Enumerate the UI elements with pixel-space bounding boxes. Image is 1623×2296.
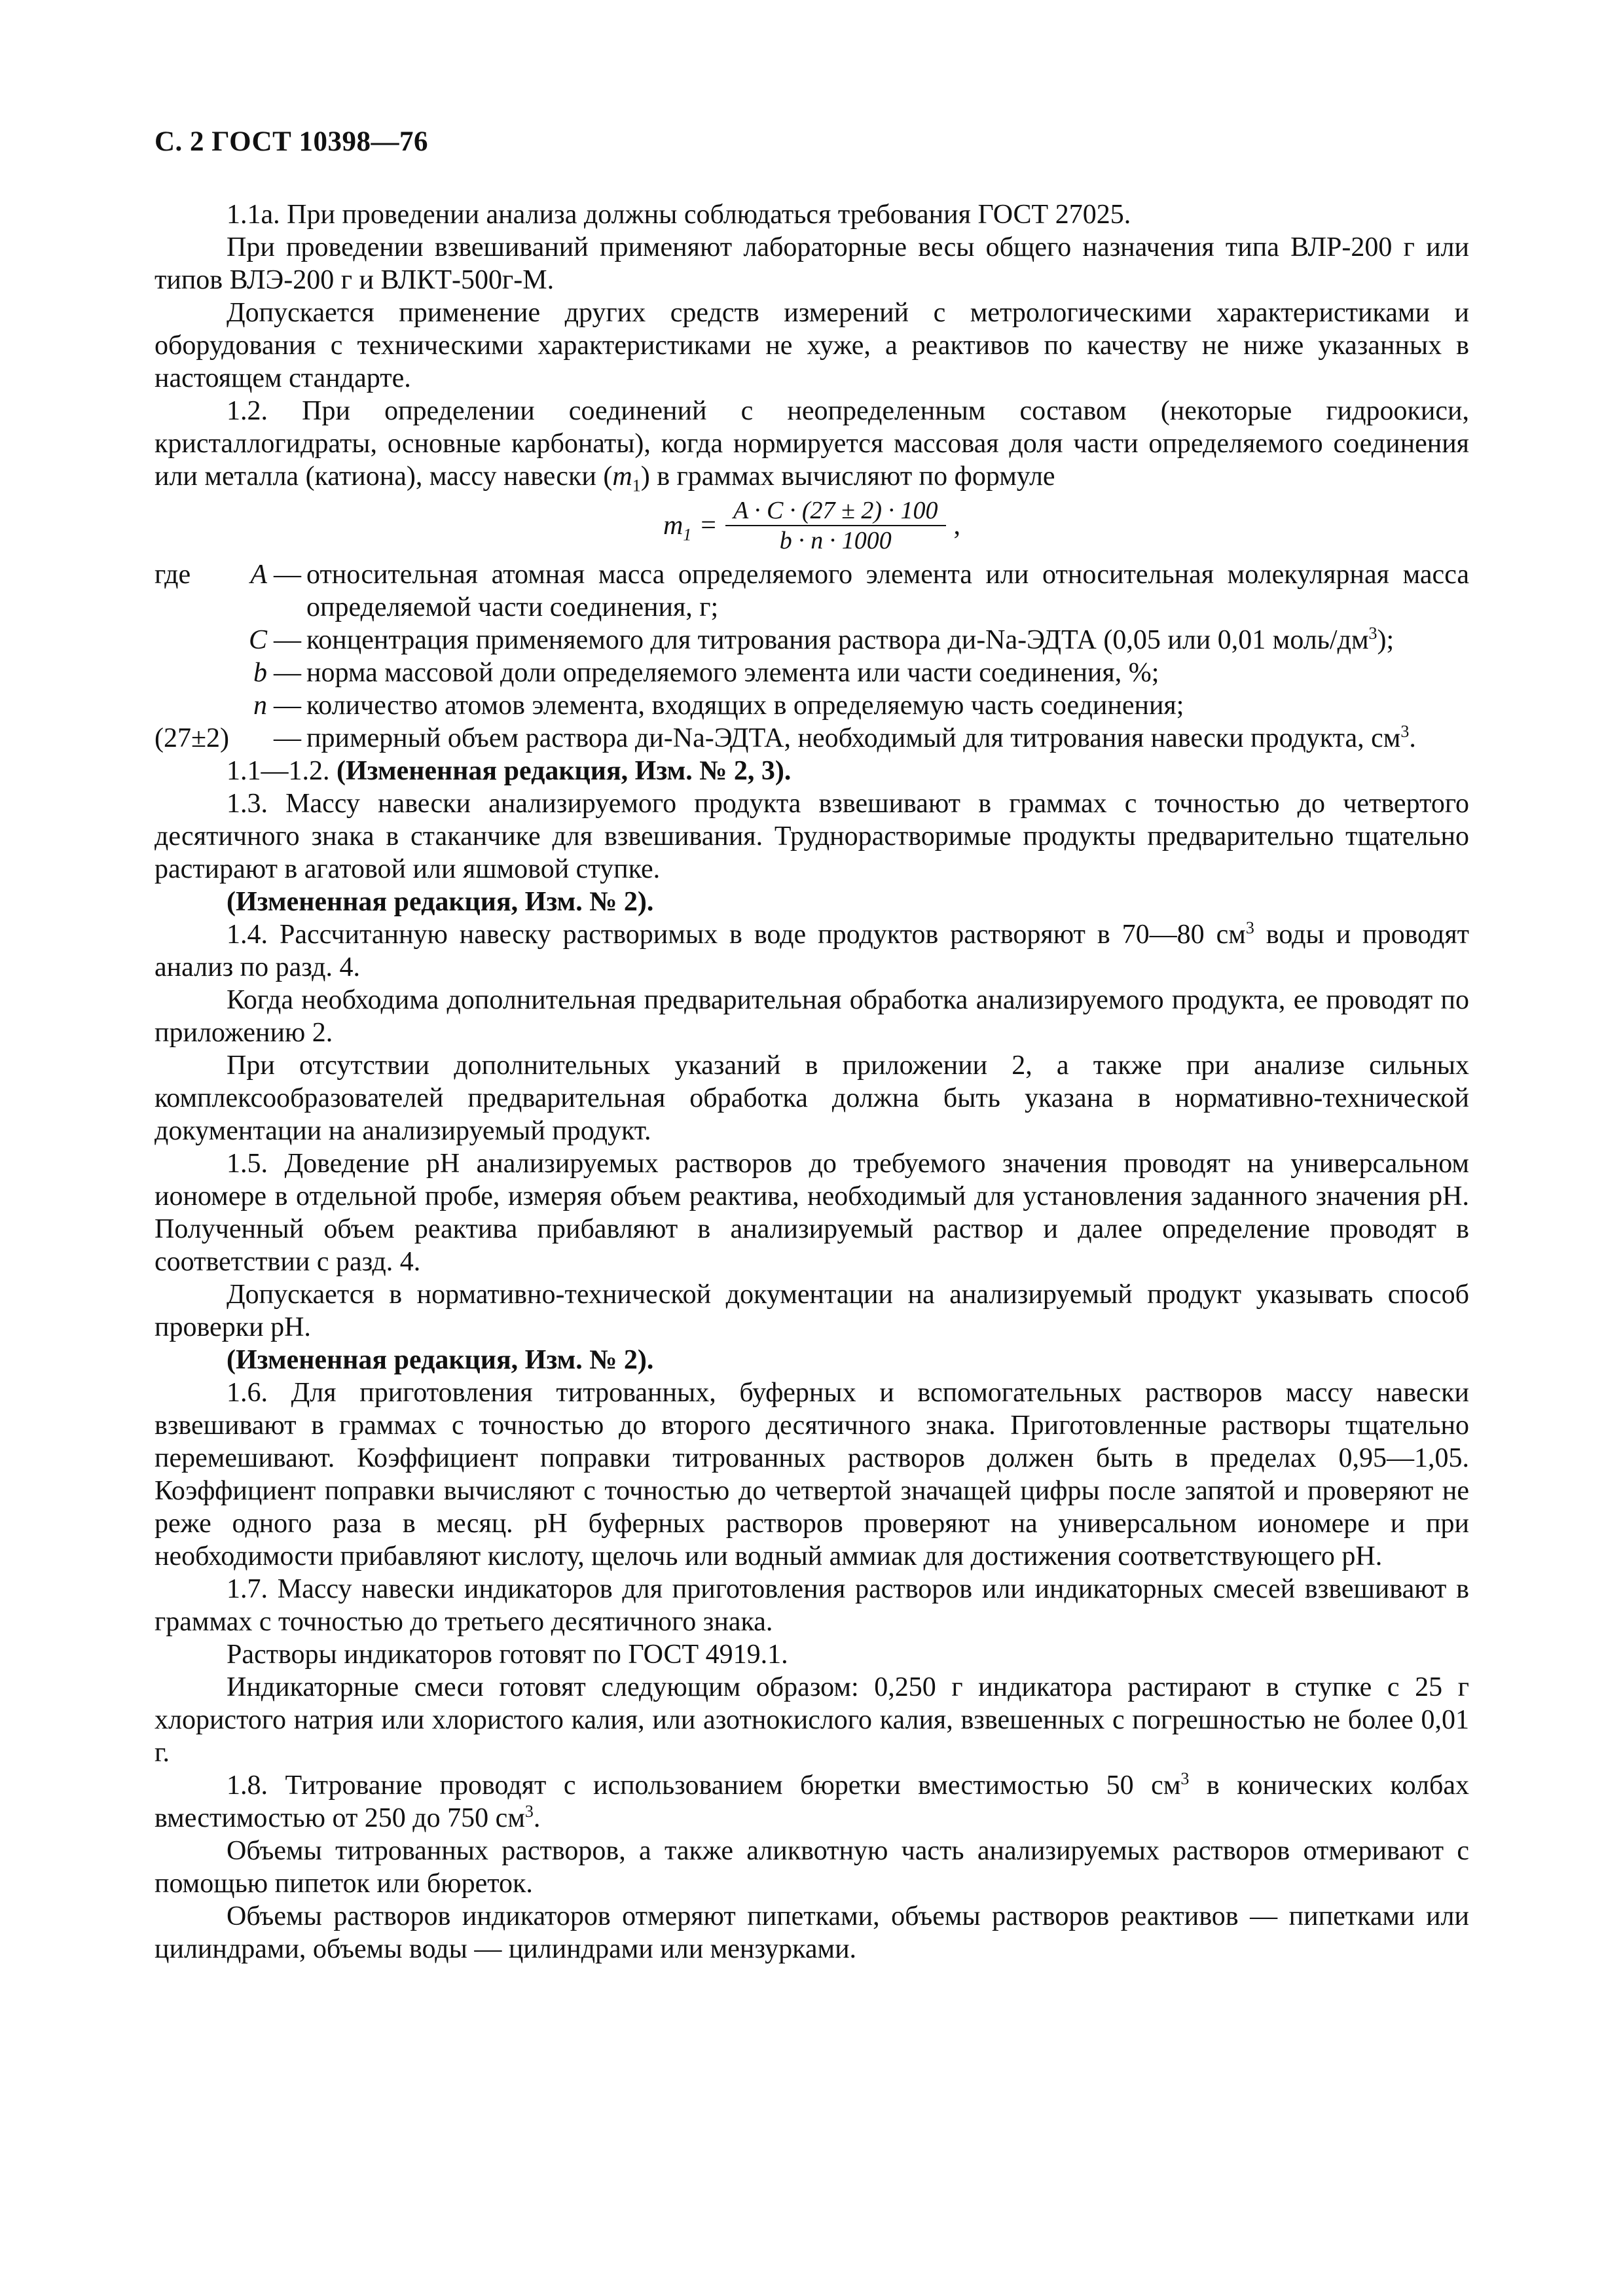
formula-denominator: b · n · 1000 — [779, 527, 892, 554]
paragraph-1-7: 1.7. Массу навески индикаторов для приготовления растворов или индикаторных смесей взвешивают в граммах с точностью до третьего десятичного знака. — [155, 1574, 1469, 1637]
definition-dash: — — [274, 658, 301, 688]
definition-symbol: C — [248, 625, 267, 655]
paragraph-text-part: 1.8. Титрование проводят с использованием бюретки вместимостью 50 см — [227, 1770, 1181, 1801]
definition-text — [306, 722, 1469, 755]
definition-symbol: n — [253, 691, 267, 721]
paragraph-1-6: 1.6. Для приготовления титрованных, буферных и вспомогательных растворов массу навески взвешивают в граммах с точностью до второго десятичного знака. Приготовленные растворы тщательно перемешивают. Коэффициент поправки титрованных растворов должен быть в пределах 0,95—1,05. Коэффициент поправки вычисляют с точностью до четвертой значащей цифры после запятой и проверяют не реже одного раза в месяц. pH буферных растворов проверяют на универсальном иономере и при необходимости прибавляют кислоту, щелочь или водный аммиак для достижения соответствующего pH. — [155, 1378, 1469, 1571]
formula-numerator: A · C · (27 ± 2) · 100 — [725, 496, 946, 526]
superscript: 3 — [1400, 722, 1410, 741]
document-body — [155, 198, 1469, 1965]
amendment-note-1 — [155, 755, 1469, 787]
definition-symbol: A — [250, 560, 267, 590]
formula-fraction — [725, 496, 946, 555]
formula-lhs — [663, 509, 692, 545]
definition-symbol: (27±2) — [155, 723, 230, 753]
page-header: С. 2 ГОСТ 10398—76 — [155, 126, 429, 157]
paragraph-indicators: Растворы индикаторов готовят по ГОСТ 4919.1. — [227, 1640, 788, 1670]
definitions-list — [155, 558, 1469, 755]
superscript: 3 — [1368, 624, 1377, 643]
paragraph-allowed: Допускается применение других средств измерений с метрологическими характеристиками и оборудования с техническими характеристиками не хуже, а реактивов по качеству не ниже указанных в настоящем стандарте. — [155, 298, 1469, 393]
formula-lhs-var: m — [663, 511, 684, 541]
superscript: 3 — [1245, 918, 1254, 937]
paragraph-1-8 — [155, 1769, 1469, 1835]
definition-text-part: концентрация применяемого для титрования раствора ди-Na-ЭДТА (0,05 или 0,01 моль/дм — [306, 625, 1369, 655]
paragraph-1-1a: 1.1а. При проведении анализа должны соблюдаться требования ГОСТ 27025. — [227, 200, 1131, 230]
definition-c — [155, 624, 1469, 656]
definition-dash: — — [274, 691, 301, 721]
paragraph-1-3: 1.3. Массу навески анализируемого продукта взвешивают в граммах с точностью до четвертого десятичного знака в стаканчике для взвешивания. Труднорастворимые продукты предварительно тщательно растирают в агатовой или яшмовой ступке. — [155, 789, 1469, 884]
amendment-note-2: (Измененная редакция, Изм. № 2). — [227, 887, 654, 917]
formula-equals: = — [701, 511, 716, 541]
mass-variable: m — [612, 461, 632, 492]
formula-lhs-sub: 1 — [683, 525, 692, 545]
paragraph-text-part: воды и проводят анализ по разд. 4. — [155, 920, 1469, 982]
paragraph-absence: При отсутствии дополнительных указаний в приложении 2, а также при анализе сильных комплексообразователей предварительная обработка должна быть указана в нормативно-технической документации на анализируемый продукт. — [155, 1050, 1469, 1146]
definition-text-part: ); — [1377, 625, 1395, 655]
amendment-prefix: 1.1—1.2. — [227, 756, 337, 786]
formula-comma: , — [953, 511, 961, 541]
definition-b — [155, 656, 1469, 689]
paragraph-1-2 — [155, 395, 1469, 493]
definition-text: количество атомов элемента, входящих в определяемую часть соединения; — [306, 691, 1184, 721]
paragraph-1-5: 1.5. Доведение pH анализируемых растворов до требуемого значения проводят на универсальном иономере в отдельной пробе, измеряя объем реактива, необходимый для установления заданного значения pH. Полученный объем реактива прибавляют в анализируемый раствор и далее определение проводят в соответствии с разд. 4. — [155, 1149, 1469, 1277]
paragraph-volumes: Объемы титрованных растворов, а также аликвотную часть анализируемых растворов отмеривают с помощью пипеток или бюреток. — [155, 1836, 1469, 1899]
definition-text — [306, 624, 1469, 656]
definition-dash: — — [274, 625, 301, 655]
definition-dash: — — [274, 560, 301, 590]
paragraph-allowed-ph: Допускается в нормативно-технической документации на анализируемый продукт указывать способ проверки pH. — [155, 1280, 1469, 1342]
superscript: 3 — [524, 1802, 534, 1821]
definition-text: относительная атомная масса определяемого элемента или относительная молекулярная масса определяемой части соединения, г; — [306, 560, 1469, 622]
paragraph-weighing: При проведении взвешиваний применяют лабораторные весы общего назначения типа ВЛР-200 г или типов ВЛЭ-200 г и ВЛКТ-500г-М. — [155, 232, 1469, 295]
definition-text-part: примерный объем раствора ди-Na-ЭДТА, необходимый для титрования навески продукта, см — [306, 723, 1401, 753]
definition-text-part: . — [1409, 723, 1416, 753]
mass-subscript: 1 — [632, 476, 641, 495]
paragraph-when: Когда необходима дополнительная предварительная обработка анализируемого продукта, ее проводят по приложению 2. — [155, 985, 1469, 1048]
paragraph-text-part: . — [533, 1803, 541, 1833]
definition-dash: — — [274, 723, 301, 753]
definition-text: норма массовой доли определяемого элемента или части соединения, %; — [306, 658, 1159, 688]
paragraph-1-2-before: 1.2. При определении соединений с неопределенным составом (некоторые гидроокиси, кристаллогидраты, основные карбонаты), когда нормируется массовая доля части определяемого соединения или металла (катиона), массу навески ( — [155, 396, 1469, 492]
amendment-note-3: (Измененная редакция, Изм. № 2). — [227, 1345, 654, 1375]
paragraph-volumes-2: Объемы растворов индикаторов отмеряют пипетками, объемы растворов реактивов — пипетками или цилиндрами, объемы воды — цилиндрами или мензурками. — [155, 1901, 1469, 1964]
amendment-bold: (Измененная редакция, Изм. № 2, 3). — [337, 756, 792, 786]
definition-n — [155, 689, 1469, 722]
paragraph-1-2-after: ) в граммах вычисляют по формуле — [640, 461, 1055, 492]
paragraph-mixtures: Индикаторные смеси готовят следующим образом: 0,250 г индикатора растирают в ступке с 25 г хлористого натрия или хлористого калия, или азотнокислого калия, взвешенных с погрешностью не более 0,01 г. — [155, 1672, 1469, 1768]
definition-volume — [155, 722, 1469, 755]
definition-symbol: b — [253, 658, 267, 688]
paragraph-text-part: в конических колбах вместимостью от 250 до 750 см — [155, 1770, 1469, 1833]
paragraph-text-part: 1.4. Рассчитанную навеску растворимых в воде продуктов растворяют в 70—80 см — [227, 920, 1246, 950]
paragraph-1-4 — [155, 918, 1469, 984]
definition-lead: где — [155, 560, 191, 590]
mass-formula — [155, 493, 1469, 558]
definition-a — [155, 558, 1469, 624]
superscript: 3 — [1180, 1769, 1190, 1788]
